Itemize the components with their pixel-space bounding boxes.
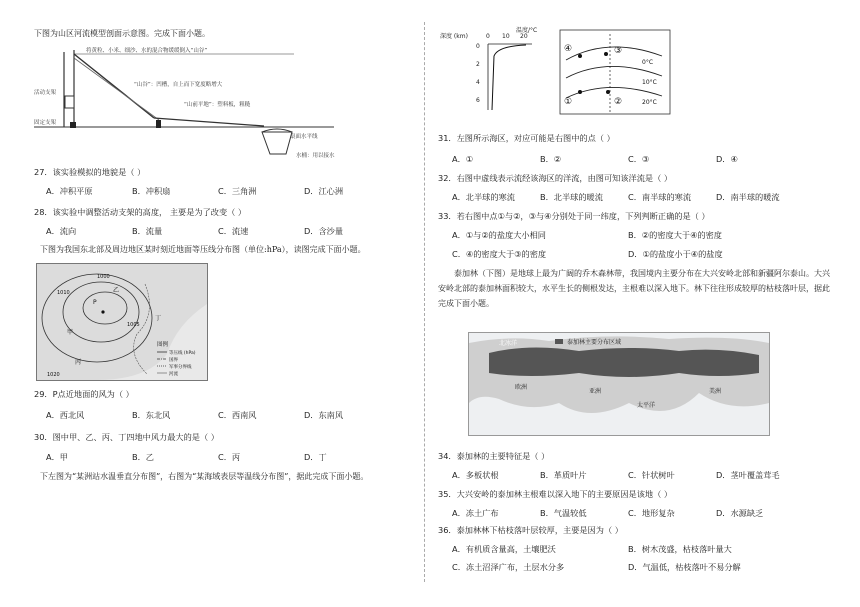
q31-option-a[interactable]: A．① [452, 154, 474, 164]
map-isobar-1005: 1005 [127, 322, 140, 328]
map-label-p: P [93, 299, 97, 306]
q35-option-c[interactable]: C．地形复杂 [628, 508, 675, 518]
q36-option-d[interactable]: D．气温低，枯枝落叶不易分解 [628, 562, 741, 572]
q36-options-row2 [452, 562, 804, 573]
q30-option-a[interactable]: A．甲 [46, 452, 68, 462]
label-plain: “山前平地”：塑料板，粗糙 [184, 102, 251, 108]
q28-option-b[interactable]: B．流量 [132, 226, 163, 236]
label-support: 活动支架 [34, 90, 57, 96]
q36-option-c[interactable]: C．冻土沼泽广布，土层水分多 [452, 562, 565, 572]
legend-military-line: 军事分界线 [169, 365, 192, 370]
y-tick-2: 2 [476, 61, 480, 68]
isotherm-10: 10°C [642, 79, 657, 86]
q31-option-c[interactable]: C．③ [628, 154, 650, 164]
depth-chart-ylabel: 深度 (km) [440, 33, 468, 40]
q34-option-b[interactable]: B．革质叶片 [540, 470, 587, 480]
q32-option-d[interactable]: D．南半球的暖流 [716, 192, 780, 202]
q32-option-b[interactable]: B．北半球的暖流 [540, 192, 603, 202]
label-material: 将黄粒、小米、细沙、水的混合物缓缓倒入“山谷” [86, 48, 208, 54]
q34-option-c[interactable]: C．针状树叶 [628, 470, 675, 480]
q30-stem: 30．图中甲、乙、丙、丁四地中风力最大的是（ ） [34, 432, 219, 442]
map-isobar-1020: 1020 [47, 372, 60, 378]
taiga-legend: 泰加林主要分布区域 [567, 339, 622, 346]
river-model-diagram [34, 42, 364, 160]
q29-options [46, 410, 390, 421]
q28-option-d[interactable]: D．含沙量 [304, 226, 344, 236]
y-tick-6: 6 [476, 97, 480, 104]
q27-option-a[interactable]: A．冲积平原 [46, 186, 93, 196]
map-label-bing: 丙 [75, 359, 82, 366]
q35-options [452, 508, 804, 519]
map-label-jia: 甲 [67, 329, 74, 336]
q31-options [452, 154, 804, 165]
taiga-paragraph: 泰加林（下图）是地球上最为广阔的乔木森林带，我国境内主要分布在大兴安岭北部和新疆阿尔泰山。大兴安岭北部的泰加林面积较大，水平生长的侧根发达，主根难以深入地下。林下往往形成较厚的枯枝落叶层，据此完成下面小题。 [438, 269, 830, 308]
q29-option-d[interactable]: D．东南风 [304, 410, 344, 420]
legend-river: 河流 [169, 372, 178, 377]
isotherm-0: 0°C [642, 59, 654, 66]
q27-option-d[interactable]: D．江心洲 [304, 186, 344, 196]
q31-option-d[interactable]: D．④ [716, 154, 738, 164]
q34-options [452, 470, 804, 481]
q32-stem: 32．右图中虚线表示流经该海区的洋流，由图可知该洋流是（ ） [438, 173, 673, 183]
depth-chart-xlabel: 温度/°C [516, 27, 538, 34]
q28-option-a[interactable]: A．流向 [46, 226, 77, 236]
map-label-ding: 丁 [155, 315, 162, 322]
q33-options-row1 [452, 230, 804, 241]
q31-option-b[interactable]: B．② [540, 154, 562, 164]
q30-option-c[interactable]: C．丙 [218, 452, 241, 462]
q29-option-a[interactable]: A．西北风 [46, 410, 85, 420]
depth-temperature-chart [440, 26, 550, 118]
q32-option-a[interactable]: A．北半球的寒流 [452, 192, 515, 202]
label-fixed: 固定支架 [34, 120, 57, 126]
q28-options [46, 226, 390, 237]
intro-pressure-map: 下图为我国东北部及周边地区某时刻近地面等压线分布图（单位:hPa），读图完成下面小题。 [40, 245, 366, 254]
legend-isobar: 等压线 (hPa) [169, 351, 196, 356]
q33-option-c[interactable]: C．④的密度大于③的密度 [452, 249, 547, 259]
q28-stem: 28．该实验中调整活动支架的高度， 主要是为了改变（ ） [34, 207, 247, 217]
q35-stem: 35．大兴安岭的泰加林主根难以深入地下的主要原因是该地（ ） [438, 489, 673, 499]
q35-option-b[interactable]: B．气温较低 [540, 508, 587, 518]
x-tick-20: 20 [520, 33, 528, 40]
taiga-map [468, 332, 770, 436]
map-label-america: 美洲 [709, 388, 722, 395]
intro-river-model: 下图为山区河流模型剖面示意图。完成下面小题。 [34, 29, 210, 38]
taiga-map-svg [469, 333, 769, 435]
q29-option-b[interactable]: B．东北风 [132, 410, 171, 420]
q31-stem: 31．左图所示海区，对应可能是右图中的点（ ） [438, 133, 615, 143]
intro-ocean-charts: 下左图为“某洲站水温垂直分布图”，右图为“某海域表层等温线分布图”，据此完成下面小题。 [40, 472, 369, 481]
q34-option-d[interactable]: D．茎叶覆盖茸毛 [716, 470, 780, 480]
q27-option-c[interactable]: C．三角洲 [218, 186, 257, 196]
q33-option-a[interactable]: A．①与②的盐度大小相同 [452, 230, 546, 240]
label-valley: “山谷”：凹槽，自上而下宽度略增大 [134, 82, 223, 88]
q33-option-b[interactable]: B．②的密度大于④的密度 [628, 230, 722, 240]
q29-option-c[interactable]: C．西南风 [218, 410, 257, 420]
q36-options-row1 [452, 544, 804, 555]
q30-option-d[interactable]: D．丁 [304, 452, 327, 462]
point-1: ① [564, 97, 573, 107]
q27-option-b[interactable]: B．冲积扇 [132, 186, 171, 196]
x-tick-10: 10 [502, 33, 510, 40]
map-label-europe: 欧洲 [515, 384, 528, 391]
column-divider [424, 22, 425, 582]
map-label-arctic: 北冰洋 [499, 340, 518, 347]
q32-option-c[interactable]: C．南半球的寒流 [628, 192, 692, 202]
map-label-pacific: 太平洋 [637, 402, 656, 409]
point-3: ③ [614, 46, 623, 56]
q33-option-d[interactable]: D．①的盐度小于④的盐度 [628, 249, 723, 259]
map-legend-title: 图例 [157, 342, 169, 348]
q36-option-b[interactable]: B．树木茂盛，枯枝落叶量大 [628, 544, 732, 554]
pressure-map [36, 263, 208, 381]
q32-options [452, 192, 804, 203]
q33-stem: 33．若右图中点①与②，③与④分别处于同一纬度，下列判断正确的是（ ） [438, 211, 710, 221]
pressure-map-svg [37, 264, 207, 380]
point-4: ④ [564, 44, 573, 54]
x-tick-0: 0 [486, 33, 490, 40]
map-isobar-1010: 1010 [57, 290, 70, 296]
q27-stem: 27．该实验模拟的地貌是（ ） [34, 167, 146, 177]
q27-options [46, 186, 390, 197]
point-2: ② [614, 97, 623, 107]
q36-stem: 36．泰加林林下枯枝落叶层较厚，主要是因为（ ） [438, 525, 623, 535]
q29-stem: 29．P点近地面的风为（ ） [34, 389, 134, 399]
label-bucket: 水桶：用以接水 [296, 153, 335, 159]
isotherm-chart [558, 26, 676, 118]
q34-option-a[interactable]: A．多板状根 [452, 470, 499, 480]
map-label-asia: 亚洲 [589, 388, 602, 395]
map-isobar-1000: 1000 [97, 274, 110, 280]
q34-stem: 34．泰加林的主要特征是（ ） [438, 451, 550, 461]
label-table: 桌面水平线 [290, 134, 318, 140]
q30-option-b[interactable]: B．乙 [132, 452, 154, 462]
q30-options [46, 452, 390, 463]
y-tick-0: 0 [476, 43, 480, 50]
q35-option-d[interactable]: D．水源缺乏 [716, 508, 764, 518]
y-tick-4: 4 [476, 79, 480, 86]
isotherm-20: 20°C [642, 99, 657, 106]
q28-option-c[interactable]: C．流速 [218, 226, 249, 236]
q33-options-row2 [452, 249, 804, 260]
map-label-yi: 乙 [113, 287, 120, 294]
legend-border: 国界 [169, 358, 178, 363]
q36-option-a[interactable]: A．有机质含量高，土壤肥沃 [452, 544, 556, 554]
q35-option-a[interactable]: A．冻土广布 [452, 508, 499, 518]
